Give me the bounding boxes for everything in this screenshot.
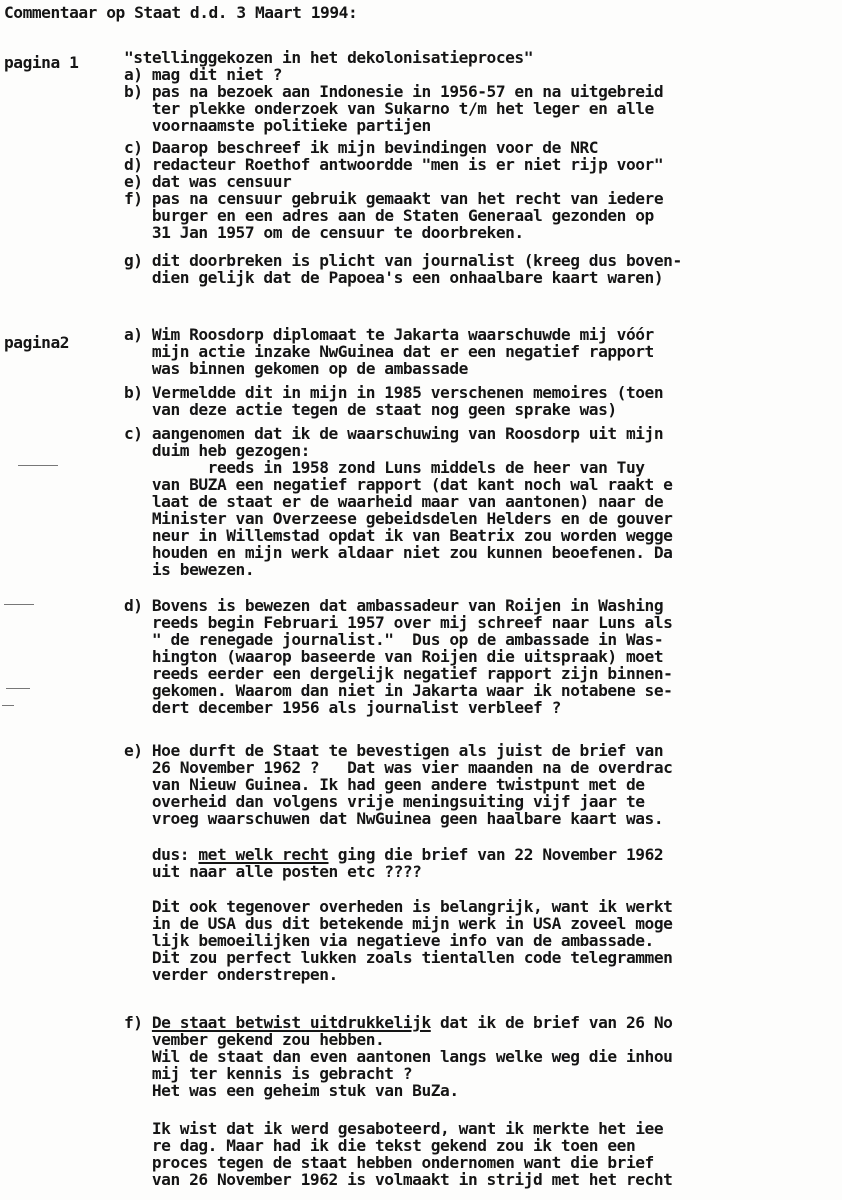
margin-mark <box>4 604 34 605</box>
page2-line: mijn actie inzake NwGuinea dat er een negatief rapport <box>124 342 654 361</box>
page1-line: d) redacteur Roethof antwoordde "men is er niet rijp voor" <box>124 155 664 174</box>
page2-line: " de renegade journalist." Dus op de ambassade in Was- <box>124 630 664 649</box>
section-f-line: van 26 November 1962 is volmaakt in strijd met het recht <box>124 1170 673 1189</box>
section-e-line: uit naar alle posten etc ???? <box>124 862 422 881</box>
page2-line: van BUZA een negatief rapport (dat kant noch wal raakt e <box>124 475 673 494</box>
section-e-line: vroeg waarschuwen dat NwGuinea geen haalbare kaart was. <box>124 809 664 828</box>
page2-line: gekomen. Waarom dan niet in Jakarta waar ik notabene se- <box>124 681 673 700</box>
page1-line: ter plekke onderzoek van Sukarno t/m het leger en alle <box>124 99 654 118</box>
page1-line: a) mag dit niet ? <box>124 65 283 84</box>
page2-line: neur in Willemstad opdat ik van Beatrix zou worden wegge <box>124 526 673 545</box>
page2-line: reeds in 1958 zond Luns middels de heer van Tuy <box>124 458 645 477</box>
section-f-first-line <box>124 1014 672 1031</box>
section-e-line: Dit zou perfect lukken zoals tientallen code telegrammen <box>124 948 673 967</box>
section-f-line: proces tegen de staat hebben ondernomen want die brief <box>124 1153 654 1172</box>
underlined-phrase: met welk recht <box>198 845 329 864</box>
page2-line: duim heb gezogen: <box>124 441 310 460</box>
page2-line: d) Bovens is bewezen dat ambassadeur van Roijen in Washing <box>124 596 664 615</box>
page2-line: laat de staat er de waarheid maar van aantonen) naar de <box>124 492 664 511</box>
page2-label: pagina2 <box>4 333 70 352</box>
page1-line: 31 Jan 1957 om de censuur te doorbreken. <box>124 223 524 242</box>
page2-line: houden en mijn werk aldaar niet zou kunnen beoefenen. Da <box>124 543 673 562</box>
section-e-line: in de USA dus dit betekende mijn werk in USA zoveel moge <box>124 914 673 933</box>
text-run: dus: <box>124 845 199 864</box>
page2-line: dert december 1956 als journalist verbleef ? <box>124 698 561 717</box>
section-e-line: e) Hoe durft de Staat te bevestigen als juist de brief van <box>124 741 664 760</box>
page2-line: hington (waarop baseerde van Roijen die uitspraak) moet <box>124 647 664 666</box>
section-e-line: Dit ook tegenover overheden is belangrijk, want ik werkt <box>124 897 673 916</box>
page2-line: reeds eerder een dergelijk negatief rapport zijn binnen- <box>124 664 673 683</box>
page1-line: f) pas na censuur gebruik gemaakt van het recht van iedere <box>124 189 664 208</box>
page1-line: burger en een adres aan de Staten Generaal gezonden op <box>124 206 654 225</box>
text-run: f) <box>124 1013 152 1032</box>
section-f-line: Wil de staat dan even aantonen langs welke weg die inhou <box>124 1047 673 1066</box>
section-f-line: re dag. Maar had ik die tekst gekend zou ik toen een <box>124 1136 636 1155</box>
section-f-line: Het was een geheim stuk van BuZa. <box>124 1081 459 1100</box>
page2-line: b) Vermeldde dit in mijn in 1985 verschenen memoires (toen <box>124 383 664 402</box>
underlined-phrase: De staat betwist uitdrukkelijk <box>151 1013 431 1032</box>
text-run: ging die brief van 22 November 1962 <box>328 845 664 864</box>
page2-line: is bewezen. <box>124 560 255 579</box>
page1-label: pagina 1 <box>4 53 79 72</box>
page1-line: c) Daarop beschreef ik mijn bevindingen voor de NRC <box>124 138 599 157</box>
page2-line: reeds begin Februari 1957 over mij schreef naar Luns als <box>124 613 673 632</box>
page1-line: g) dit doorbreken is plicht van journalist (kreeg dus boven- <box>124 251 682 270</box>
page1-line: dien gelijk dat de Papoea's een onhaalbare kaart waren) <box>124 268 664 287</box>
page2-line: c) aangenomen dat ik de waarschuwing van Roosdorp uit mijn <box>124 424 664 443</box>
section-e-line: 26 November 1962 ? Dat was vier maanden na de overdrac <box>124 758 673 777</box>
document-heading: Commentaar op Staat d.d. 3 Maart 1994: <box>4 3 358 22</box>
page2-line: van deze actie tegen de staat nog geen sprake was) <box>124 400 617 419</box>
section-f-line: mij ter kennis is gebracht ? <box>124 1064 413 1083</box>
section-e-question-line <box>124 846 663 863</box>
page1-line: "stellinggekozen in het dekolonisatieproces" <box>124 48 534 67</box>
section-e-line: overheid dan volgens vrije meningsuiting vijf jaar te <box>124 792 645 811</box>
margin-mark <box>2 705 14 706</box>
page2-line: Minister van Overzeese gebeidsdelen Helders en de gouver <box>124 509 673 528</box>
page2-line: a) Wim Roosdorp diplomaat te Jakarta waarschuwde mij vóór <box>124 325 654 344</box>
section-e-line: van Nieuw Guinea. Ik had geen andere twistpunt met de <box>124 775 645 794</box>
page1-line: e) dat was censuur <box>124 172 292 191</box>
section-e-line: lijk bemoeilijken via negatieve info van de ambassade. <box>124 931 654 950</box>
margin-mark <box>6 688 30 689</box>
margin-mark <box>18 465 58 466</box>
page1-line: voornaamste politieke partijen <box>124 116 431 135</box>
page2-line: was binnen gekomen op de ambassade <box>124 359 468 378</box>
section-f-line: Ik wist dat ik werd gesaboteerd, want ik merkte het iee <box>124 1119 664 1138</box>
page1-line: b) pas na bezoek aan Indonesie in 1956-57 en na uitgebreid <box>124 82 664 101</box>
text-run: dat ik de brief van 26 No <box>430 1013 673 1032</box>
section-e-line: verder onderstrepen. <box>124 965 338 984</box>
section-f-line: vember gekend zou hebben. <box>124 1030 385 1049</box>
